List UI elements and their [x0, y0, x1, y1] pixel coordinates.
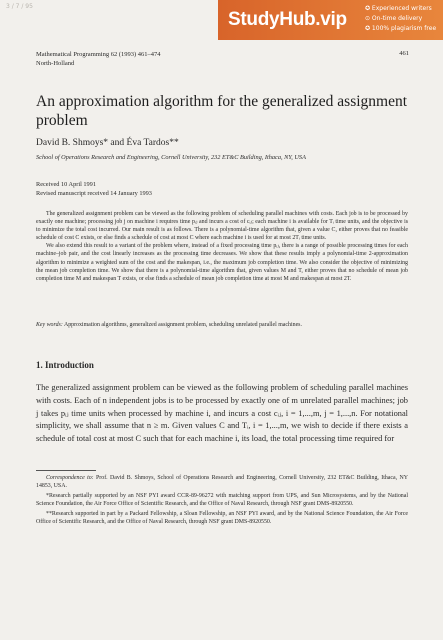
footnote [36, 492, 408, 508]
footnote-text: *Research partially supported by an NSF PYI award CCR-89-96272 with matching support from UPS, and Sun Microsystems, and by the National Science Foundation, the Air Force Office of Scientific Research, and the Office of Naval Research, through NSF grant DMS-8920550. [36, 493, 408, 507]
affiliation: School of Operations Research and Engineering, Cornell University, 232 ET&C Building, Ithaca, NY, USA [36, 154, 306, 161]
feature-item: ✪ 100% plagiarism free [365, 25, 437, 32]
paper-title: An approximation algorithm for the generalized assignment problem [36, 93, 408, 129]
brand-logo: StudyHub.vip [228, 9, 347, 30]
section-heading: 1. Introduction [36, 360, 94, 370]
intro-paragraph: The generalized assignment problem can be viewed as the following problem of scheduling parallel machines with costs. Each of n independent jobs is to be processed by exactly one of m unrelated parallel machines; job j takes pᵢⱼ time units when processed by machine i, and incurs a cost cᵢⱼ, i = 1,...,m, j = 1,...,n. For notational simplicity, we shall assume that n ≥ m. Given values C and Tᵢ, i = 1,...,m, we wish to decide if there exists a schedule of total cost at most C such that for each machine i, its load, the total processing time required for [36, 383, 408, 444]
revised-date: Revised manuscript received 14 January 1993 [36, 189, 152, 197]
received-dates [36, 181, 152, 198]
footnote [36, 474, 408, 490]
keywords-text: Approximation algorithms, generalized assignment problem, scheduling unrelated parallel machines. [63, 322, 302, 328]
received-date: Received 10 April 1991 [36, 181, 96, 188]
footnote-divider [36, 470, 96, 471]
journal-header [36, 50, 161, 68]
authors: David B. Shmoys* and Éva Tardos** [36, 138, 179, 148]
footnote-text: **Research supported in part by a Packard Fellowship, a Sloan Fellowship, an NSF PYI award, and by the National Science Foundation, the Air Force Office of Scientific Research, and the Office of Naval Research, through NSF grant DMS-8920550. [36, 511, 408, 525]
keywords [36, 322, 408, 328]
studyhub-banner[interactable] [218, 0, 443, 40]
scan-mark: 3 / 7 / 95 [6, 3, 33, 10]
footnote [36, 510, 408, 526]
feature-item: ⊙ On-time delivery [365, 15, 423, 22]
journal-citation: Mathematical Programming 62 (1993) 461–474 [36, 51, 161, 58]
abstract-paragraph: The generalized assignment problem can be viewed as the following problem of scheduling parallel machines with costs. Each job is to be processed by exactly one machine; processing job j on machine i requires time pᵢⱼ and incurs a cost of cᵢⱼ; each machine i is available for Tᵢ time units, and the objective is to minimize the total cost incurred. Our main result is as follows. There is a polynomial-time algorithm that, given a value C, either proves that no feasible schedule of cost C exists, or else finds a schedule of cost at most C where each machine i is used for at most 2Tᵢ time units. [36, 211, 408, 242]
page-number: 461 [399, 50, 409, 57]
footnote-text: Prof. David B. Shmoys, School of Operations Research and Engineering, Cornell University, 232 ET&C Building, Ithaca, NY 14853, USA. [36, 475, 408, 489]
publisher: North-Holland [36, 60, 75, 67]
feature-item: ✪ Experienced writers [365, 5, 432, 12]
abstract [36, 210, 408, 283]
abstract-paragraph: We also extend this result to a variant of the problem where, instead of a fixed processing time pᵢⱼ, there is a range of possible processing times for each machine–job pair, and the cost linearly increases as the processing time decreases. We show that these results imply a polynomial-time 2-approximation algorithm to minimize a weighted sum of the cost and the makespan, i.e., the maximum job completion time. We also consider the objective of minimizing the mean job completion time. We show that there is a polynomial-time algorithm that, given values M and T, either proves that no schedule of mean job completion time M and makespan T exists, or else finds a schedule of mean job completion time at most M and makespan at most 2T. [36, 243, 408, 282]
keywords-label: Key words: [36, 322, 63, 328]
feature-list [365, 4, 436, 34]
footnotes [36, 474, 408, 528]
footnote-label: Correspondence to: [46, 475, 94, 481]
